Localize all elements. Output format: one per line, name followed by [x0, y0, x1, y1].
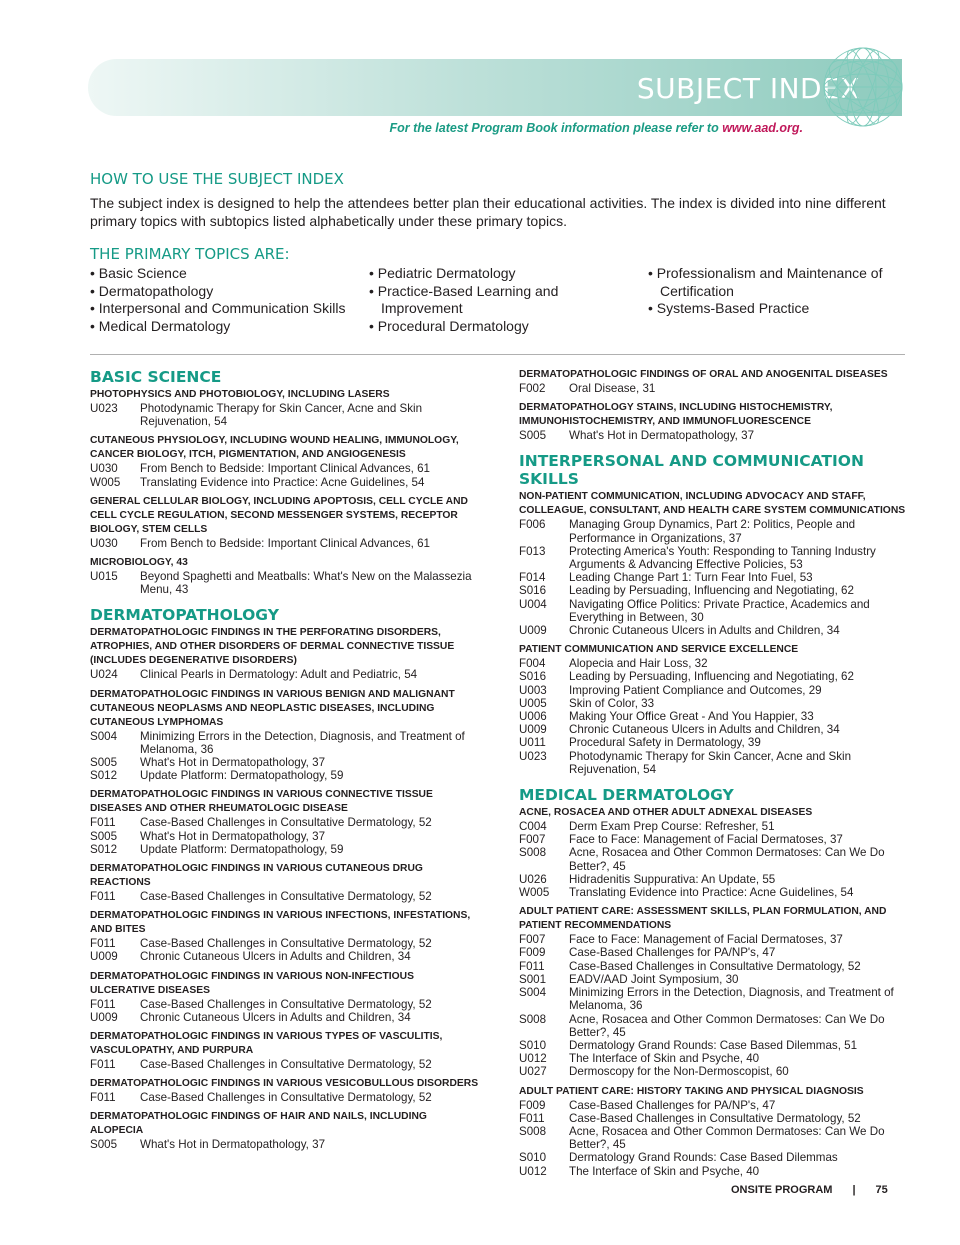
session-code: U009	[519, 723, 547, 737]
session-title: Leading by Persuading, Influencing and Negotiating, 62	[569, 670, 854, 684]
index-section	[90, 606, 480, 1151]
index-entry	[519, 873, 909, 886]
session-code: U030	[90, 536, 118, 550]
index-entry	[519, 1165, 909, 1178]
session-code: W005	[90, 475, 121, 489]
session-code: U015	[90, 570, 118, 584]
session-title: Oral Disease, 31	[569, 382, 656, 395]
primary-topic-item: • Medical Dermatology	[90, 318, 365, 336]
subtopic-heading: CUTANEOUS PHYSIOLOGY, INCLUDING WOUND HEALING, IMMUNOLOGY, CANCER BIOLOGY, ITCH, PIGMENTATION, AND ANGIOGENESIS	[90, 435, 459, 461]
subtopic-heading: DERMATOPATHOLOGIC FINDINGS IN VARIOUS VESICOBULLOUS DISORDERS	[90, 1078, 479, 1090]
session-title: Acne, Rosacea and Other Common Dermatoses: Can We Do Better?, 45	[569, 1012, 885, 1039]
primary-topic-item: • Professionalism and Maintenance of Certification	[648, 265, 888, 300]
session-title: Case-Based Challenges in Consultative Dermatology, 52	[140, 937, 432, 951]
section-title: INTERPERSONAL AND COMMUNICATION SKILLS	[519, 452, 864, 489]
session-code: S016	[519, 584, 547, 598]
session-title: Managing Group Dynamics, Part 2: Politics, People and Performance in Organizations, 37	[569, 518, 856, 545]
page-number: 75	[875, 1184, 888, 1196]
session-code: F011	[519, 1111, 545, 1125]
primary-topic-item: • Procedural Dermatology	[369, 318, 629, 336]
index-entry	[519, 820, 909, 833]
session-title: Update Platform: Dermatopathology, 59	[140, 769, 344, 783]
session-code: U012	[519, 1164, 547, 1178]
index-entry	[90, 843, 480, 856]
session-code: U011	[519, 736, 546, 750]
index-column-right	[519, 368, 909, 1178]
subtopic-heading: ADULT PATIENT CARE: ASSESSMENT SKILLS, PLAN FORMULATION, AND PATIENT RECOMMENDATIONS	[519, 906, 887, 932]
session-title: Protecting America's Youth: Responding to Tanning Industry Arguments & Advancing Effective Policies, 53	[569, 544, 876, 572]
subtopic-heading: DERMATOPATHOLOGIC FINDINGS OF ORAL AND ANOGENITAL DISEASES	[519, 369, 888, 380]
index-entry	[90, 476, 480, 489]
globe-icon	[822, 46, 904, 128]
index-entry	[90, 1011, 480, 1024]
primary-topic-item: • Basic Science	[90, 265, 365, 283]
subtopic-heading: DERMATOPATHOLOGIC FINDINGS IN VARIOUS CUTANEOUS DRUG REACTIONS	[90, 863, 423, 889]
footer-separator: |	[852, 1184, 856, 1196]
index-entry	[90, 668, 480, 681]
primary-topic-item: • Systems-Based Practice	[648, 300, 888, 318]
session-code: F014	[519, 571, 546, 585]
session-title: Chronic Cutaneous Ulcers in Adults and Children, 34	[140, 1010, 411, 1024]
index-entry	[519, 545, 909, 571]
subtopic-heading: DERMATOPATHOLOGIC FINDINGS IN VARIOUS NON-INFECTIOUS ULCERATIVE DISEASES	[90, 970, 414, 996]
index-entry	[90, 890, 480, 903]
session-title: Dermatology Grand Rounds: Case Based Dilemmas, 51	[569, 1038, 858, 1052]
index-entry	[90, 816, 480, 829]
session-code: U027	[519, 1065, 547, 1079]
session-title: Face to Face: Management of Facial Dermatoses, 37	[569, 933, 843, 947]
session-code: F007	[519, 933, 546, 947]
primary-topic-item: • Interpersonal and Communication Skills	[90, 300, 365, 318]
subtopic-heading: DERMATOPATHOLOGIC FINDINGS IN VARIOUS INFECTIONS, INFESTATIONS, AND BITES	[90, 910, 471, 936]
session-code: U023	[90, 402, 118, 415]
session-title: Case-Based Challenges in Consultative Dermatology, 52	[140, 1058, 432, 1072]
session-title: Navigating Office Politics: Private Practice, Academics and Everything in Between, 30	[569, 597, 870, 624]
primary-topics-title: THE PRIMARY TOPICS ARE:	[90, 245, 290, 263]
subtopic-heading: DERMATOPATHOLOGIC FINDINGS IN VARIOUS TYPES OF VASCULITIS, VASCULOPATHY, AND PURPURA	[90, 1031, 443, 1057]
index-entry	[519, 518, 909, 544]
session-code: S005	[90, 829, 118, 843]
session-title: What's Hot in Dermatopathology, 37	[140, 829, 326, 843]
session-code: S008	[519, 846, 547, 860]
index-entry	[519, 723, 909, 736]
subtopic-heading: DERMATOPATHOLOGIC FINDINGS IN THE PERFORATING DISORDERS, ATROPHIES, AND OTHER DISORDERS OF DERMAL CONNECTIVE TISSUE (INCLUDES DEGENERATIVE DISORDERS)	[90, 627, 455, 667]
session-title: Case-Based Challenges for PA/NP's, 47	[569, 946, 776, 960]
index-section	[519, 452, 909, 776]
session-title: Acne, Rosacea and Other Common Dermatoses: Can We Do Better?, 45	[569, 1124, 885, 1152]
index-entry	[519, 382, 909, 395]
session-title: What's Hot in Dermatopathology, 37	[569, 429, 755, 443]
index-entry	[519, 1065, 909, 1078]
index-column-left	[90, 368, 480, 1152]
session-title: From Bench to Bedside: Important Clinical Advances, 61	[140, 462, 430, 476]
index-entry	[519, 657, 909, 670]
session-title: Update Platform: Dermatopathology, 59	[140, 842, 344, 856]
session-title: Case-Based Challenges in Consultative Dermatology, 52	[140, 1091, 432, 1105]
session-title: Acne, Rosacea and Other Common Dermatoses: Can We Do Better?, 45	[569, 846, 885, 873]
index-entry	[519, 598, 909, 624]
session-title: Face to Face: Management of Facial Dermatoses, 37	[569, 833, 843, 847]
footer	[731, 1184, 888, 1196]
index-entry	[519, 1039, 909, 1052]
session-title: Case-Based Challenges for PA/NP's, 47	[569, 1098, 776, 1112]
index-entry	[519, 1151, 909, 1164]
index-entry	[519, 571, 909, 584]
session-code: S008	[519, 1124, 547, 1138]
session-code: S010	[519, 1038, 547, 1052]
primary-topic-item: • Pediatric Dermatology	[369, 265, 629, 283]
index-entry	[519, 973, 909, 986]
session-code: F011	[90, 1058, 116, 1072]
session-code: U023	[519, 749, 547, 763]
session-title: Skin of Color, 33	[569, 696, 655, 710]
session-title: Chronic Cutaneous Ulcers in Adults and Children, 34	[569, 723, 840, 737]
session-title: Clinical Pearls in Dermatology: Adult and Pediatric, 54	[140, 668, 418, 682]
session-code: F011	[90, 1091, 116, 1105]
index-entry	[519, 624, 909, 637]
session-code: F002	[519, 382, 546, 395]
primary-topics-list-3	[648, 265, 888, 318]
subtopic-heading: MICROBIOLOGY, 43	[90, 557, 188, 569]
how-to-use-title: HOW TO USE THE SUBJECT INDEX	[90, 170, 344, 188]
session-code: U024	[90, 668, 118, 682]
index-entry	[519, 846, 909, 872]
session-code: F011	[90, 890, 116, 904]
session-title: Leading by Persuading, Influencing and Negotiating, 62	[569, 584, 854, 598]
index-entry	[519, 886, 909, 899]
index-section	[90, 368, 480, 596]
index-entry	[90, 537, 480, 550]
index-section	[519, 368, 909, 442]
session-title: Chronic Cutaneous Ulcers in Adults and Children, 34	[569, 624, 840, 638]
session-title: EADV/AAD Joint Symposium, 30	[569, 972, 739, 986]
session-code: W005	[519, 886, 550, 900]
primary-topics-list-1	[90, 265, 365, 335]
index-entry	[519, 833, 909, 846]
index-entry	[90, 1138, 480, 1151]
session-title: Case-Based Challenges in Consultative Dermatology, 52	[140, 890, 432, 904]
index-entry	[519, 710, 909, 723]
subtopic-heading: PHOTOPHYSICS AND PHOTOBIOLOGY, INCLUDING LASERS	[90, 389, 390, 400]
session-code: U006	[519, 710, 547, 724]
session-code: S005	[90, 1138, 118, 1152]
session-code: F011	[90, 937, 116, 951]
session-title: Photodynamic Therapy for Skin Cancer, Acne and Skin Rejuvenation, 54	[140, 402, 423, 429]
session-code: F011	[519, 959, 545, 973]
session-title: What's Hot in Dermatopathology, 37	[140, 756, 326, 770]
session-code: F011	[90, 816, 116, 830]
session-code: U012	[519, 1052, 547, 1066]
section-title: DERMATOPATHOLOGY	[90, 606, 279, 625]
session-title: Dermatology Grand Rounds: Case Based Dilemmas	[569, 1151, 838, 1165]
subtopic-heading: DERMATOPATHOLOGIC FINDINGS IN VARIOUS CONNECTIVE TISSUE DISEASES AND OTHER RHEUMATOLOGIC DISEASE	[90, 789, 433, 815]
session-title: Chronic Cutaneous Ulcers in Adults and Children, 34	[140, 950, 411, 964]
session-code: S012	[90, 842, 118, 856]
session-code: F009	[519, 1098, 546, 1112]
session-title: The Interface of Skin and Psyche, 40	[569, 1052, 760, 1066]
session-title: Alopecia and Hair Loss, 32	[569, 657, 708, 671]
index-entry	[519, 986, 909, 1012]
session-title: Minimizing Errors in the Detection, Diagnosis, and Treatment of Melanoma, 36	[569, 986, 894, 1013]
tagline-text: For the latest Program Book information please refer to	[389, 121, 719, 135]
session-code: S005	[519, 429, 547, 443]
index-entry	[90, 462, 480, 475]
session-code: U009	[90, 1010, 118, 1024]
session-title: Beyond Spaghetti and Meatballs: What's New on the Malassezia Menu, 43	[140, 570, 472, 597]
index-entry	[90, 570, 480, 596]
website-link[interactable]: www.aad.org.	[722, 121, 803, 135]
index-entry	[519, 1125, 909, 1151]
index-entry	[519, 1099, 909, 1112]
tagline	[0, 121, 803, 135]
session-title: Case-Based Challenges in Consultative Dermatology, 52	[569, 1111, 861, 1125]
session-code: U005	[519, 696, 547, 710]
session-code: F013	[519, 544, 546, 558]
index-entry	[519, 429, 909, 442]
session-title: Translating Evidence into Practice: Acne Guidelines, 54	[569, 886, 854, 900]
primary-topics-list-2	[369, 265, 629, 335]
index-entry	[90, 402, 480, 428]
index-entry	[90, 950, 480, 963]
session-code: U030	[90, 462, 118, 476]
subtopic-heading: ACNE, ROSACEA AND OTHER ADULT ADNEXAL DISEASES	[519, 807, 813, 819]
session-code: S008	[519, 1012, 547, 1026]
index-entry	[90, 1091, 480, 1104]
session-title: Procedural Safety in Dermatology, 39	[569, 736, 761, 750]
section-divider	[90, 354, 905, 355]
session-title: Case-Based Challenges in Consultative Dermatology, 52	[140, 997, 432, 1011]
index-entry	[519, 670, 909, 683]
index-entry	[519, 684, 909, 697]
session-title: Photodynamic Therapy for Skin Cancer, Acne and Skin Rejuvenation, 54	[569, 749, 852, 776]
index-entry	[90, 730, 480, 756]
session-code: S010	[519, 1151, 547, 1165]
session-code: F009	[519, 946, 546, 960]
index-entry	[519, 736, 909, 749]
section-title: MEDICAL DERMATOLOGY	[519, 786, 734, 805]
session-code: F006	[519, 518, 546, 532]
primary-topic-item: • Practice-Based Learning and Improvement	[369, 283, 629, 318]
index-entry	[519, 933, 909, 946]
footer-label: ONSITE PROGRAM	[731, 1184, 833, 1196]
index-entry	[519, 1013, 909, 1039]
index-entry	[90, 937, 480, 950]
subtopic-heading: DERMATOPATHOLOGIC FINDINGS IN VARIOUS BENIGN AND MALIGNANT CUTANEOUS NEOPLASMS AND NEOPLASTIC DISEASES, INCLUDING CUTANEOUS LYMPHOMAS	[90, 688, 455, 728]
section-title: BASIC SCIENCE	[90, 368, 222, 386]
session-title: What's Hot in Dermatopathology, 37	[140, 1138, 326, 1152]
subtopic-heading: PATIENT COMMUNICATION AND SERVICE EXCELLENCE	[519, 644, 799, 656]
session-title: Making Your Office Great - And You Happier, 33	[569, 710, 814, 724]
session-code: C004	[519, 820, 547, 834]
session-code: S012	[90, 769, 118, 783]
session-title: The Interface of Skin and Psyche, 40	[569, 1164, 760, 1178]
session-code: U009	[90, 950, 118, 964]
subtopic-heading: GENERAL CELLULAR BIOLOGY, INCLUDING APOPTOSIS, CELL CYCLE AND CELL CYCLE REGULATION, SECOND MESSENGER SYSTEMS, RECEPTOR BIOLOGY, STEM CELLS	[90, 495, 468, 535]
session-code: S004	[90, 729, 118, 743]
session-title: Dermoscopy for the Non-Dermoscopist, 60	[569, 1065, 789, 1079]
intro-text: The subject index is designed to help the attendees better plan their educational activities. The index is divided into nine different primary topics with subtopics listed alphabetically under these primary topics.	[90, 195, 886, 229]
session-code: U003	[519, 683, 547, 697]
session-code: S016	[519, 670, 547, 684]
session-code: U004	[519, 597, 547, 611]
session-title: Improving Patient Compliance and Outcomes, 29	[569, 683, 822, 697]
session-title: Hidradenitis Suppurativa: An Update, 55	[569, 872, 776, 886]
session-title: Case-Based Challenges in Consultative Dermatology, 52	[569, 959, 861, 973]
index-entry	[90, 830, 480, 843]
index-entry	[90, 998, 480, 1011]
session-title: From Bench to Bedside: Important Clinical Advances, 61	[140, 536, 430, 550]
session-code: S001	[519, 972, 547, 986]
session-title: Translating Evidence into Practice: Acne Guidelines, 54	[140, 475, 425, 489]
session-title: Derm Exam Prep Course: Refresher, 51	[569, 820, 775, 834]
session-code: U009	[519, 624, 547, 638]
session-code: F007	[519, 833, 546, 847]
index-entry	[519, 750, 909, 776]
session-title: Minimizing Errors in the Detection, Diagnosis, and Treatment of Melanoma, 36	[140, 729, 465, 756]
primary-topic-item: • Dermatopathology	[90, 283, 365, 301]
session-code: F011	[90, 997, 116, 1011]
subtopic-heading: DERMATOPATHOLOGIC FINDINGS OF HAIR AND NAILS, INCLUDING ALOPECIA	[90, 1111, 427, 1137]
subtopic-heading: NON-PATIENT COMMUNICATION, INCLUDING ADVOCACY AND STAFF, COLLEAGUE, CONSULTANT, AND HEALTH CARE SYSTEM COMMUNICATIONS	[519, 491, 906, 517]
index-entry	[519, 960, 909, 973]
page-title: SUBJECT INDEX	[636, 72, 860, 105]
index-entry	[519, 1052, 909, 1065]
session-title: Case-Based Challenges in Consultative Dermatology, 52	[140, 816, 432, 830]
index-entry	[519, 1112, 909, 1125]
session-title: Leading Change Part 1: Turn Fear Into Fuel, 53	[569, 571, 813, 585]
index-section	[519, 786, 909, 1178]
index-entry	[90, 769, 480, 782]
index-entry	[90, 756, 480, 769]
session-code: S005	[90, 756, 118, 770]
subtopic-heading: ADULT PATIENT CARE: HISTORY TAKING AND PHYSICAL DIAGNOSIS	[519, 1085, 864, 1097]
index-entry	[519, 697, 909, 710]
session-code: F004	[519, 657, 546, 671]
index-entry	[519, 584, 909, 597]
index-entry	[519, 946, 909, 959]
index-entry	[90, 1058, 480, 1071]
session-code: S004	[519, 986, 547, 1000]
session-code: U026	[519, 872, 547, 886]
subtopic-heading: DERMATOPATHOLOGY STAINS, INCLUDING HISTOCHEMISTRY, IMMUNOHISTOCHEMISTRY, AND IMMUNOFLUORESCENCE	[519, 402, 833, 428]
